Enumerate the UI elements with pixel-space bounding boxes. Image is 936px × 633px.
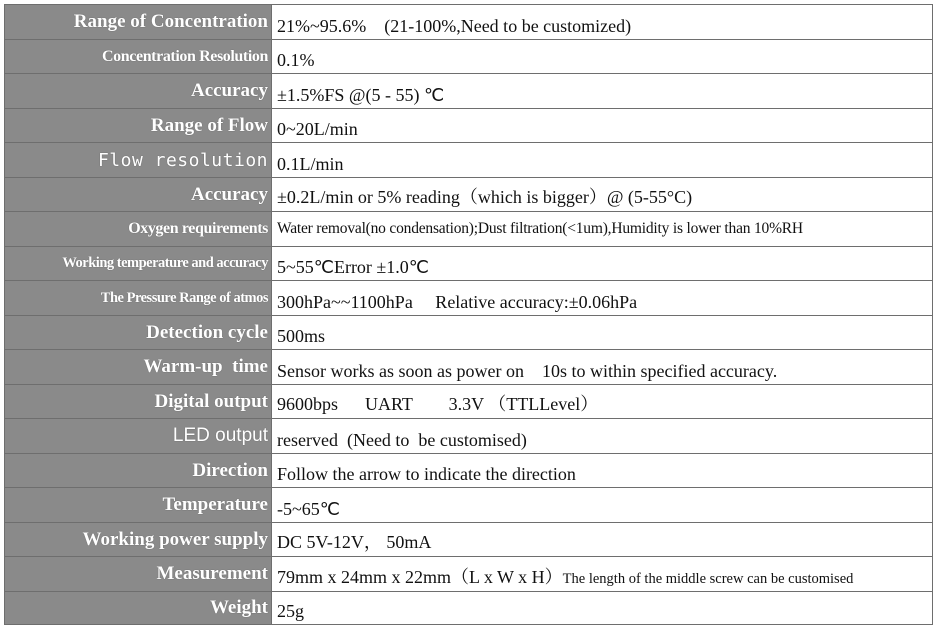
spec-value: 500ms (272, 316, 933, 350)
spec-label: Range of Concentration (5, 5, 272, 40)
spec-value: ±0.2L/min or 5% reading（which is bigger）@ (5-55°C) (272, 178, 933, 212)
spec-value: 300hPa~~1100hPa Relative accuracy:±0.06hPa (272, 281, 933, 316)
table-row (5, 281, 933, 316)
table-row (5, 5, 933, 40)
table-row (5, 488, 933, 523)
spec-label: Warm-up time (5, 350, 272, 385)
table-row (5, 523, 933, 557)
spec-value (272, 557, 933, 592)
table-row (5, 40, 933, 74)
spec-value: 5~55℃Error ±1.0℃ (272, 247, 933, 281)
table-row (5, 557, 933, 592)
spec-label: Concentration Resolution (5, 40, 272, 74)
spec-value: -5~65℃ (272, 488, 933, 523)
spec-label: Weight (5, 592, 272, 625)
spec-label: Working power supply (5, 523, 272, 557)
table-row (5, 143, 933, 178)
spec-label: LED output (5, 419, 272, 454)
spec-value: ±1.5%FS @(5 - 55) ℃ (272, 74, 933, 109)
spec-label: Accuracy (5, 178, 272, 212)
table-row (5, 74, 933, 109)
table-row (5, 350, 933, 385)
spec-value: 0.1% (272, 40, 933, 74)
spec-label: Direction (5, 454, 272, 488)
table-row (5, 316, 933, 350)
spec-value: 9600bps UART 3.3V （TTLLevel） (272, 385, 933, 419)
spec-label: Digital output (5, 385, 272, 419)
spec-label: Range of Flow (5, 109, 272, 143)
spec-value: Follow the arrow to indicate the direction (272, 454, 933, 488)
measurement-note: The length of the middle screw can be customised (562, 571, 854, 587)
spec-value: 25g (272, 592, 933, 625)
spec-label: Detection cycle (5, 316, 272, 350)
spec-value: 0~20L/min (272, 109, 933, 143)
spec-label: The Pressure Range of atmos (5, 281, 272, 316)
measurement-dimensions: 79mm x 24mm x 22mm（L x W x H） (277, 567, 563, 587)
table-row (5, 212, 933, 247)
table-row (5, 109, 933, 143)
spec-value: Water removal(no condensation);Dust filtration(<1um),Humidity is lower than 10%RH (272, 212, 933, 247)
spec-value: 0.1L/min (272, 143, 933, 178)
table-row (5, 454, 933, 488)
spec-label: Working temperature and accuracy (5, 247, 272, 281)
spec-table (4, 4, 933, 625)
table-row (5, 247, 933, 281)
table-row (5, 419, 933, 454)
spec-label: Temperature (5, 488, 272, 523)
table-row (5, 385, 933, 419)
spec-value: Sensor works as soon as power on 10s to within specified accuracy. (272, 350, 933, 385)
spec-label: Flow resolution (5, 143, 272, 178)
spec-label: Accuracy (5, 74, 272, 109)
table-row (5, 178, 933, 212)
spec-value: 21%~95.6% (21-100%,Need to be customized) (272, 5, 933, 40)
spec-value: DC 5V-12V， 50mA (272, 523, 933, 557)
spec-label: Oxygen requirements (5, 212, 272, 247)
spec-label: Measurement (5, 557, 272, 592)
spec-value: reserved (Need to be customised) (272, 419, 933, 454)
table-row (5, 592, 933, 625)
